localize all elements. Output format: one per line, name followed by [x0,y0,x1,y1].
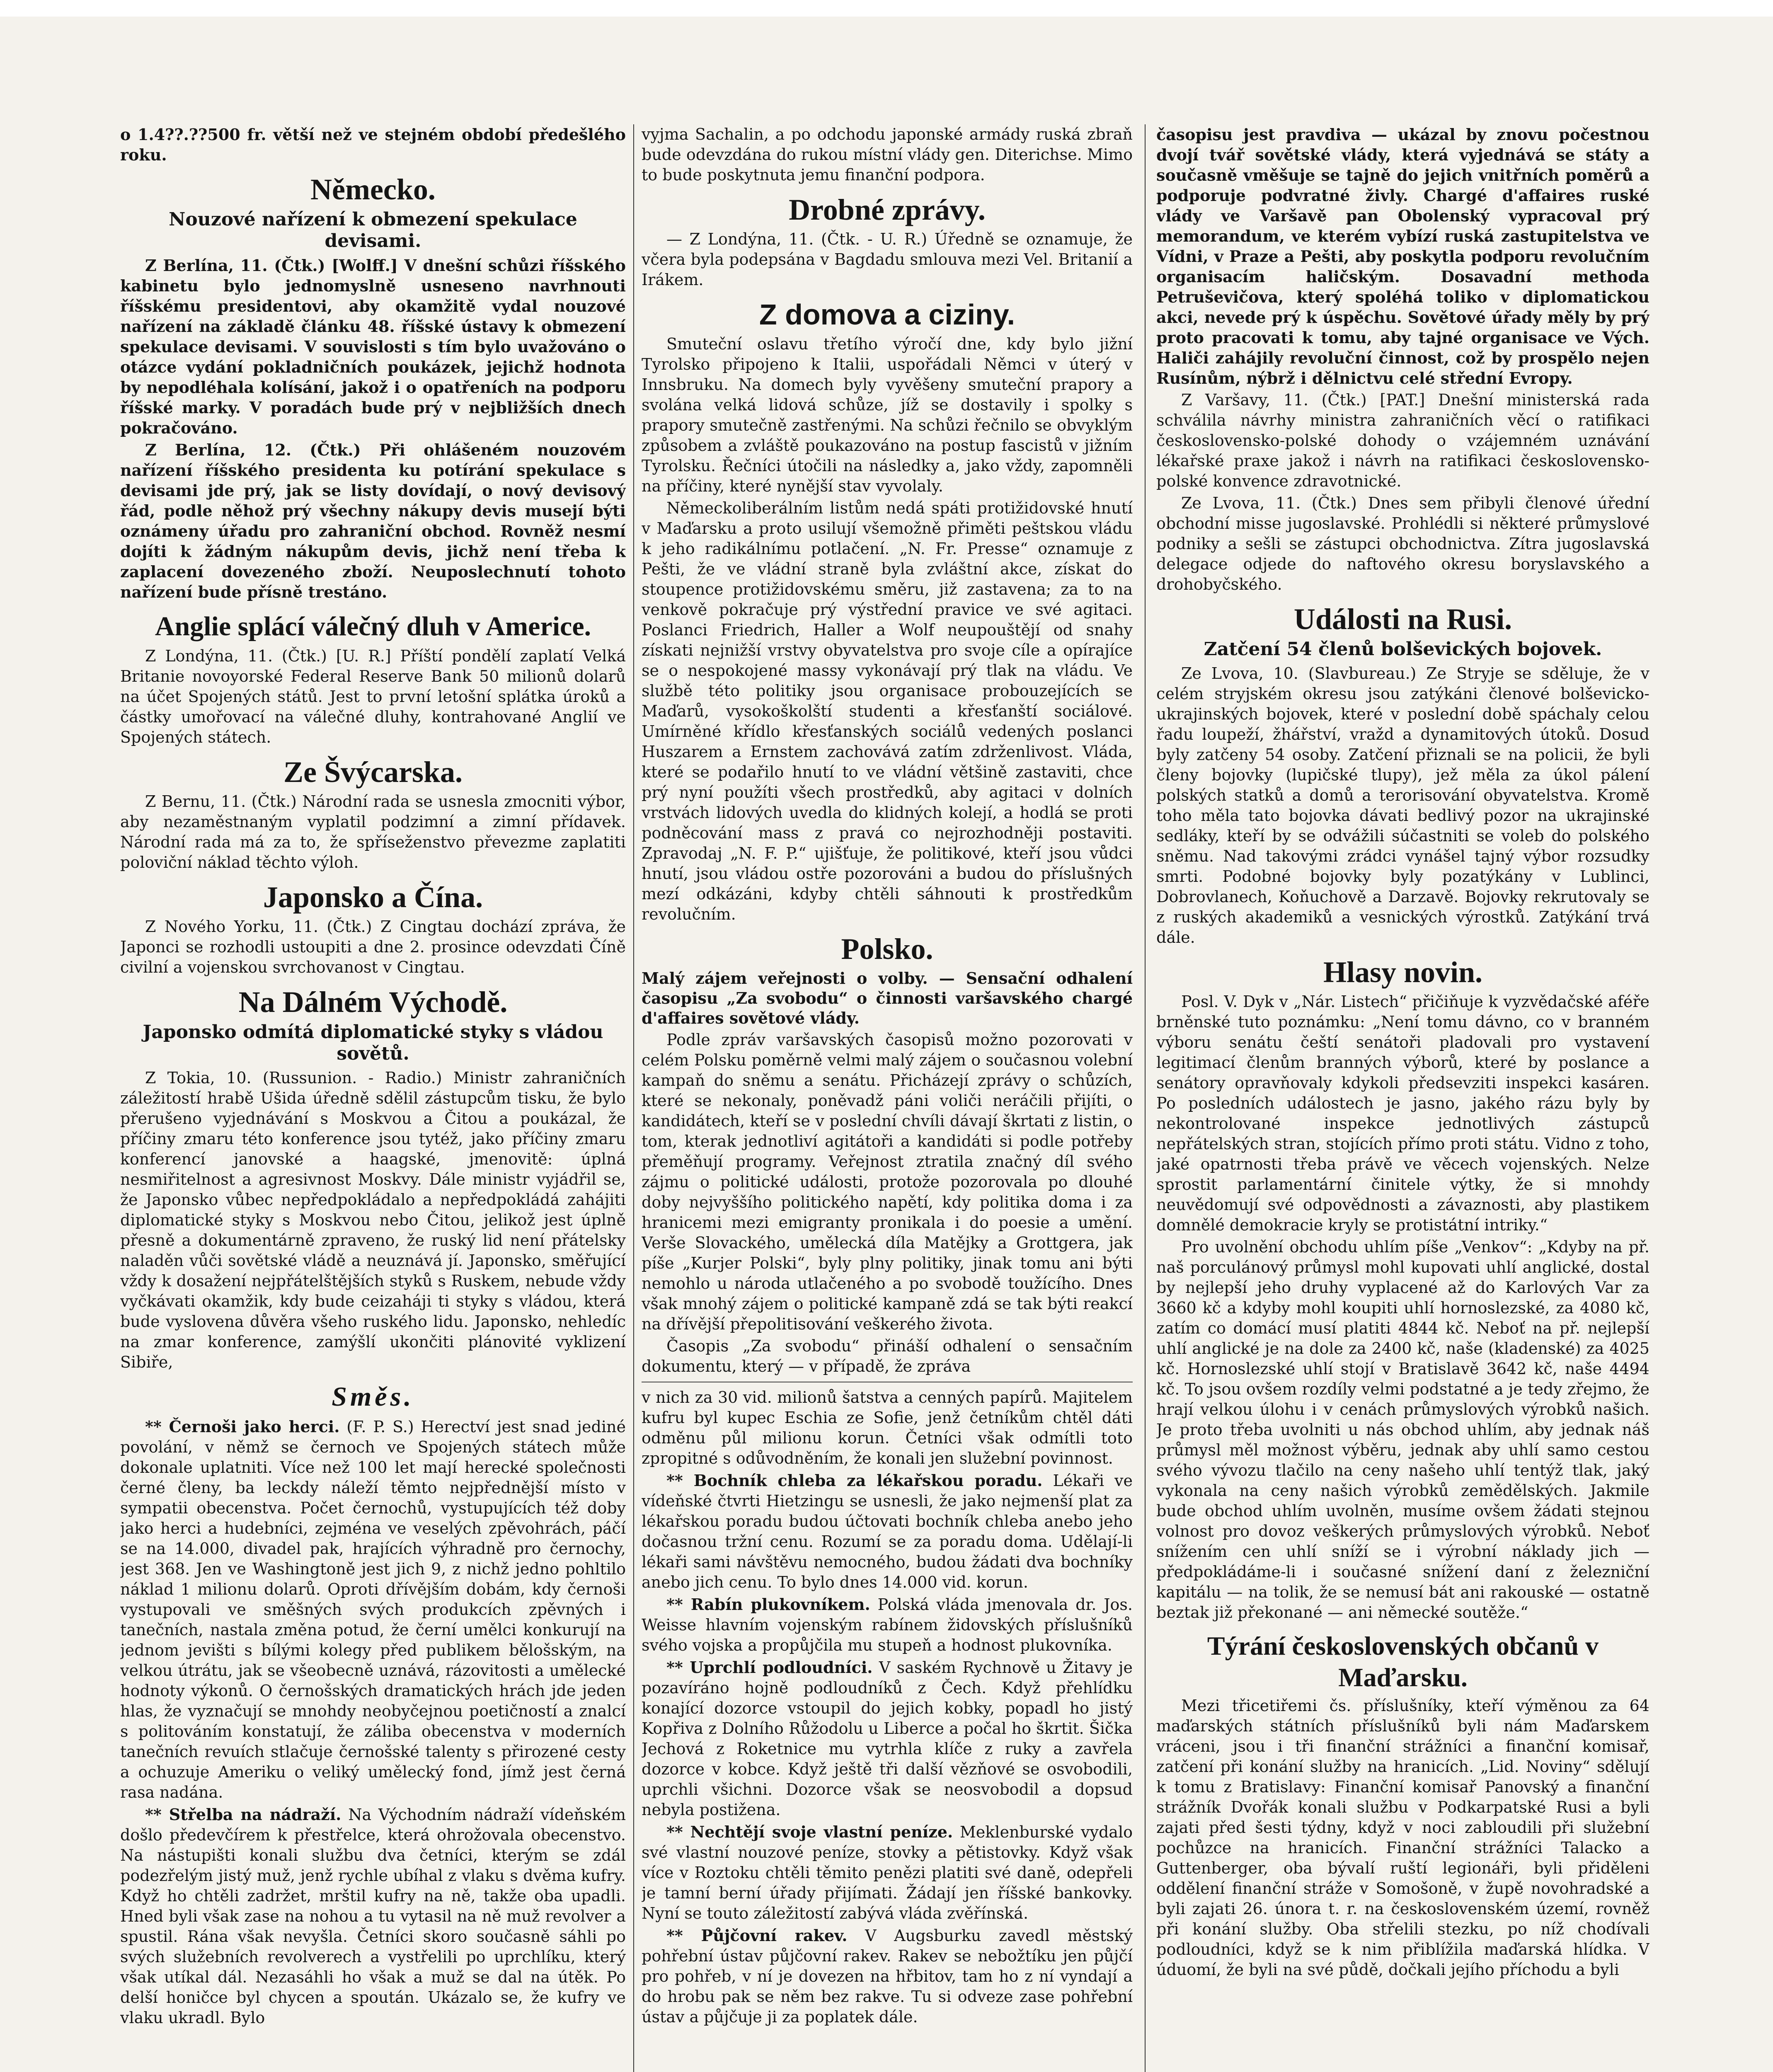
heading-dalny-vychod: Na Dálném Východě. [238,985,508,1019]
article-continuation: v nich za 30 vid. milionů šatstva a cenných papírů. Majitelem kufru byl kupec Eschia ze Sofie, jenž četníkům chtěl dáti odměnu půl milionu korun. Četníci však odmítli toto zpropitné s odůvodněním, že konali jen služební povinnost. [642,1388,1133,1467]
heading-nemecko: Německo. [310,173,436,206]
column-3 [1156,124,1649,2072]
article-continuation: vyjma Sachalin, a po odchodu japonské armády ruská zbraň bude odevzdána do rukou místní vlády gen. Diterichse. Mimo to bude poskytnuta jemu finanční podpora. [642,125,1133,184]
heading-svycarska: Ze Švýcarska. [283,755,463,789]
smes-item-title: ** Rabín plukovníkem. [666,1595,870,1614]
article-paragraph: Mezi třicetiřemi čs. příslušníky, kteří výměnou za 64 maďarských státních příslušníků byli nám Maďarskem vráceni, jsou i tři finanční strážníci a finanční komisař, zatčení při konání služby na hranicích. „Lid. Noviny“ sdělují k tomu z Bratislavy: Finanční komisař Panovský a finanční strážník Dvořák konali službu v Podkarpatské Rusi a byli zajati před šesti týdny, když v noci zabloudili při služební pochůzce na hranicích. Finanční strážníci Talacko a Guttenberger, oba bývalí ruští legionáři, byli přiděleni oddělení finanční stráže v Somošoně, v župě novohradské a byli zajati 26. února t. r. na československém území, rovněž při konání služby. Oba střelili stezku, po níž chodívali podloudníci, když se k nim přiblížila maďarská hlídka. V úduomí, že byli na své půdě, dočkali jejího příchodu a byli [1156,1697,1649,1979]
subheading-dalny-vychod: Japonsko odmítá diplomatické styky s vládou sovětů. [143,1021,603,1064]
heading-japonsko-cina: Japonsko a Čína. [263,881,483,914]
article-paragraph: Časopis „Za svobodu“ přináší odhalení o sensačním dokumentu, který — v případě, že zpráva [642,1337,1133,1375]
heading-smes: Směs. [332,1382,414,1412]
smes-item-title: ** Nechtějí svoje vlastní peníze. [666,1823,953,1841]
article-continuation: o 1.4??.??500 fr. větší než ve stejném období předešlého roku. [120,125,626,164]
smes-item [642,1594,1133,1656]
article-paragraph: Z Berlína, 12. (Čtk.) Při ohlášeném nouzovém nařízení říšského presidenta ku potírání spekulace s devisami jde prý, jak se listy dovídají, o nový devisový řád, podle něhož prý všechny nákupy devis musejí býti oznámeny úřadu pro zahraniční obchod. Rovněž nesmí dojíti k žádným nákupům devis, jichž není třeba k zaplacení dovezeného zboží. Neuposlechnutí tohoto nařízení bude přísně trestáno. [120,441,626,601]
article-paragraph: Ze Lvova, 10. (Slavbureau.) Ze Stryje se sděluje, že v celém stryjském okresu jsou zatýkáni členové bolševicko-ukrajinských bojovek, které v poslední době spáchaly celou řadu loupeží, žhářství, vražd a dynamitových útoků. Dosud byly zatčeny 54 osoby. Zatčení přiznali se na policii, že byli členy bojovky (lupičské tlupy), jež měla za úkol pálení polských statků a domů a terorisování obyvatelstva. Kromě toho měla tato bojovka dávati bedlivý pozor na ukrajinské sedláky, kteří by se odvážili súčastniti se voleb do polského sněmu. Nad takovými zrádci vynášel tajný výbor rozsudky smrti. Podobné bojovky byly pozatýkány v Lublinci, Dobrovlanech, Koňuchově a Darzavě. Bojovky rekrutovaly se z ruských akademiků a vesnických výrostků. Zatýkání trvá dále. [1156,664,1649,946]
smes-item [642,1822,1133,1924]
article-paragraph: Z Bernu, 11. (Čtk.) Národní rada se usnesla zmocniti výbor, aby nezaměstnaným vyplatil podzimní a zimní přídavek. Národní rada má za to, že spříseženstvo převezme zaplatiti poloviční náklad těchto výloh. [120,792,626,871]
smes-item-text: V Augsburku zavedl městský pohřební ústav půjčovní rakev. Rakev se nebožtíku jen půjčí pro pohřeb, v ní je dovezen na hřbitov, tam ho z ní vyndají a do hrobu pak se něm bez rakve. Tu si odveze zase pohřební ústav a půjčuje ji za poplatek dále. [642,1927,1133,2026]
heading-drobne-zpravy: Drobné zprávy. [789,193,986,226]
smes-item-text: (F. P. S.) Herectví jest snad jediné povolání, v němž se černoch ve Spojených státech může dokonale uplatniti. Více než 100 let mají herecké společnosti černé členy, ba leckdy náleží těmto nejpřednější místo v sympatii obecenstva. Počet černochů, vystupujících též doby jako herci a hudebníci, zejména ve veselých zpěvohrách, páčí se na 14.000, divadel pak, hrajících výhradně pro černochy, jest 368. Jen ve Washingtoně jest jich 9, z nichž jedno pohltilo náklad 1 milionu dolarů. Oproti dřívějším dobám, kdy černoši vystupovali ve směšných svých produkcích zpěvných i tanečních, nastala změna potud, že černí umělci konkurují na jednom jevišti s bílými kolegy před publikem bělošským, na velkou útrátu, jak se všeobecně uznává, rázovitosti a umělecké hodnoty výkonů. O černošských dramatických hrách jde jeden hlas, že vyznačují se mnohdy neobyčejnou poetičností a znalcí s politováním konstatují, že záliba obecenstva v moderních tanečních revuích stlačuje černošské talenty s přirozené cesty a ochuzuje Ameriku o veliký umělecký fond, jímž jest černá rasa nadána. [120,1418,626,1801]
smes-item-text: Meklenburské vydalo své vlastní nouzové peníze, stovky a pětistovky. Když však více v Roztoku chtěli těmito penězi platiti své daně, odepřeli je tamní berní úřady přijímati. Žádají jen říšské bankovky. Nyní se touto záležitostí zabývá vláda zvěřínská. [642,1823,1133,1922]
smes-item-title: ** Černoši jako herci. [145,1417,340,1436]
smes-item-text: Polská vláda jmenovala dr. Jos. Weisse hlavním vojenským rabínem židovských příslušníků svého vojska a propůjčila mu stupeň a hodnost plukovníka. [642,1595,1133,1654]
article-paragraph: Ze Lvova, 11. (Čtk.) Dnes sem přibyli členové úřední obchodní misse jugoslavské. Prohlédli si některé průmyslové podniky a sešli se zástupci obchodnictva. Zítra jugoslavská delegace odjede do naftového okresu boryslavského a drohobyčského. [1156,494,1649,593]
article-paragraph: Z Tokia, 10. (Russunion. - Radio.) Ministr zahraničních záležitostí hrabě Ušida úředně sdělil zástupcům tisku, že bylo přerušeno vyjednávání s Moskvou a Čitou a poukázal, že příčiny zmaru této konference jsou tytéž, jako příčiny zmaru konferencí janovské a haagské, jmenovitě: úplná nesmiřitelnost a agresivnost Moskvy. Dále ministr vyjádřil se, že Japonsko vůbec nepředpokládalo a nepředpokládá zahájiti diplomatické styky s Moskvou nebo Čitou, jelikož jest úplně přesně a dokumentárně zpraveno, že ruský lid není přátelsky naladěn vůči sovětské vládě a neuznává jí. Japonsko, směřující vždy k dosažení nejpřátelštějších styků s Ruskem, nebude vždy vyčkávati okamžik, kdy bude ceizaháji ti styky s vládou, která bude vyslovena důvěra všeho ruského lidu. Japonsko, nehledíc na zmar konference, zamýšlí ukončiti plánovité vyklizení Sibiře, [120,1069,626,1371]
article-paragraph: Podle zpráv varšavských časopisů možno pozorovati v celém Polsku poměrně velmi malý zájem o současnou volební kampaň do sněmu a senátu. Přicházejí zprávy o schůzích, které se nekonaly, poněvadž páni voliči neráčili přijíti, o kandidátech, kteří se v poslední chvíli dávají škrtati z listin, o tom, kterak jednotliví agitátoři a kandidáti si podle potřeby přeměňují programy. Veřejnost ztratila značný díl svého zájmu o politické události, protože pozorovala po dlouhé doby nejvyššího politického napětí, kdy politika doma i za hranicemi mezi emigranty pronikala i do poesie a umění. Verše Slovackého, umělecká díla Matějky a Grottgera, jak píše „Kurjer Polski“, byly plny politiky, jinak tomu ani býti nemohlo u národa utlačeného a po svobodě toužícího. Dnes však mnohý zájem o politické kampaně zdá se tak býti reakcí na dřívější přepolitisování veškerého života. [642,1031,1133,1333]
subheading-udalosti-na-rusi: Zatčení 54 členů bolševických bojovek. [1204,639,1602,660]
heading-polsko: Polsko. [841,932,933,966]
article-paragraph: Z Londýna, 11. (Čtk.) [U. R.] Příští pondělí zaplatí Velká Britanie novoyorské Federal Reserve Bank 50 milionů dolarů na účet Spojených států. Jest to první letošní splátka úroků a částky umořovací na válečné dluhy, kontrahované Anglií ve Spojených státech. [120,647,626,746]
heading-z-domova: Z domova a ciziny. [759,298,1015,331]
smes-item-text: Lékaři ve vídeňské čtvrti Hietzingu se usnesli, že jako nejmenší plat za lékařskou poradu budou účtovati bochník chleba anebo jeho dočasnou tržní cenu. Rozumí se za poradu doma. Udělají-li lékaři sami návštěvu nemocného, budou žádati dva bochníky anebo jich cenu. To bylo dnes 14.000 vid. korun. [642,1472,1133,1591]
heading-tyrani: Týrání československých občanů v Maďarsku. [1207,1631,1599,1692]
article-paragraph: Z Varšavy, 11. (Čtk.) [PAT.] Dnešní ministerská rada schválila návrhy ministra zahraničních věcí o ratifikaci československo-polské dohody o vzájemném uznávání lékařské praxe jakož i návrh na ratifikaci československo-polské konvence zdravotnické. [1156,391,1649,490]
article-paragraph: — Z Londýna, 11. (Čtk. - U. R.) Úředně se oznamuje, že včera byla podepsána v Bagdadu smlouva mezi Vel. Britanií a Irákem. [642,230,1133,289]
smes-item-title: ** Bochník chleba za lékařskou poradu. [666,1471,1043,1490]
smes-item [120,1804,626,2028]
column-rule-1 [633,124,634,2072]
smes-item [642,1657,1133,1820]
smes-item [642,1925,1133,2027]
heading-hlasy-novin: Hlasy novin. [1323,956,1483,989]
article-paragraph: Z Nového Yorku, 11. (Čtk.) Z Cingtau dochází zpráva, že Japonci se rozhodli ustoupiti a dne 2. prosince odevzdati Číně civilní a vojenskou svrchovanost v Cingtau. [120,917,626,976]
article-paragraph: Německoliberálním listům nedá spáti protižidovské hnutí v Maďarsku a proto usilují všemožně přiměti peštskou vládu k jeho radikálnímu potlačení. „N. Fr. Presse“ oznamuje z Pešti, že ve vládní straně byla zvláštní akce, získat do stoupence protižidovskému směru, již zastavena; za to na venkově pokračuje prý výstřední pravice ve své agitaci. Poslanci Friedrich, Haller a Wolf neupouštějí od snahy získati nejnižší vrstvy obyvatelstva pro svoje cíle a opírajíce se o nespokojené massy vykonávají prý tlak na vládu. Ve službě této politiky jsou organisace probouzejících se Maďarů, vysokoškolští studenti a křesťanští sociálové. Umírněné křídlo křesťanských sociálů vedených poslanci Huszarem a Ernstem zachovává zatím zdrženlivost. Vláda, které se podařilo hnutí to ve vládní většině zastaviti, chce prý nyní použíti všech prostředků, aby agitaci v dolních vrstvách lidových uvedla do klidných kolejí, a hodlá se proti podněcování mass z pravá co nejrozhodněji postaviti. Zpravodaj „N. F. P.“ ujišťuje, že politikové, kteří jsou vůdci hnutí, jsou vládou ostře pozorováni a budou do příslušných mezí odkázáni, kdyby chtěli sáhnouti k prostředkům revolučním. [642,499,1133,923]
column-1 [120,124,626,2072]
article-paragraph: Smuteční oslavu třetího výročí dne, kdy bylo jižní Tyrolsko připojeno k Italii, uspořádali Němci v úterý v Innsbruku. Na domech byly vyvěšeny smuteční prapory a svolána velká lidová schůze, jíž se dostavily i spolky s prapory smutečně zastřenými. Na schůzi řečnilo se obvyklým způsobem a zvláště poukazováno na postup fascistů v jižním Tyrolsku. Řečníci útočili na následky a, jako vždy, zapomněli na příčiny, které nynější stav vyvolaly. [642,335,1133,495]
article-paragraph: Pro uvolnění obchodu uhlím píše „Venkov“: „Kdyby na př. naš porculánový průmysl mohl kupovati uhlí anglické, dostal by nejlepší jeho druhy vyplacené až do Karlových Var za 3660 kč a kdyby mohl koupiti uhlí hornoslezské, za 4080 kč, zatím co domácí musí platiti 4844 kč. Neboť na př. nejlepší uhlí anglické je na dole za 2400 kč, naše (kladenské) za 4025 kč. Hornoslezské uhlí stojí v Bratislavě 3642 kč, naše 4494 kč. To jsou ovšem rozdíly velmi podstatné a je tedy zřejmo, že hrají velkou úlohu i v cenách průmyslových výrobků našich. Je proto třeba uvolniti u nás obchod uhlím, aby jednak náš průmysl měl možnost výběru, jednak aby uhlí samo cestou svého vývozu tlačilo na ceny našeho uhlí tentýž tlak, jaký vykonala na ceny našich výrobků zemědělských. Jakmile bude obchod uhlím uvolněn, musíme ovšem žádati stejnou volnost pro dovoz veškerých průmyslových výrobků. Neboť snížením cen uhlí sníží se i výrobní náklady jich — předpokládáme-li i současné snížení daní z železniční kapitálu — na tolik, že se nemusí bát ani rakouské — ostatně beztak již překonané — ani německé soutěže.“ [1156,1238,1649,1622]
article-paragraph: Z Berlína, 11. (Čtk.) [Wolff.] V dnešní schůzi říšského kabinetu bylo jednomyslně usneseno navrhnouti říšskému presidentovi, aby okamžitě vydal nouzové nařízení na základě článku 48. říšské ústavy k obmezení spekulace devisami. V souvislosti s tím bylo uvažováno o otázce vydání pokladničních poukázek, jejichž hodnota by nepodléhala kolísání, jakož i o opatřeních na podporu říšské marky. V poradách bude prý v nejbližších dnech pokračováno. [120,256,626,437]
heading-anglie: Anglie splácí válečný dluh v Americe. [155,611,591,641]
subheading-nemecko: Nouzové nařízení k obmezení spekulace devisami. [169,209,577,252]
column-rule-2 [1145,124,1146,2072]
subheading-polsko: Malý zájem veřejnosti o volby. — Sensační odhalení časopisu „Za svobodu“ o činnosti varšavského chargé d'affaires sovětové vlády. [642,969,1133,1027]
heading-udalosti-na-rusi: Události na Rusi. [1293,603,1512,636]
page-top-edge [0,0,1773,17]
article-continuation: časopisu jest pravdiva — ukázal by znovu počestnou dvojí tvář sovětské vlády, která vyjednává se státy a současně vměšuje se tajně do jejich vnitřních poměrů a podporuje podvratné živly. Chargé d'affaires ruské vlády ve Varšavě pan Obolenský vypracoval prý memorandum, ve kterém vybízí ruská zastupitelstva ve Vídni, v Praze a Pešti, aby poskytla podporu revolučním organisacím haličským. Dosavadní methoda Petruševičova, který spoléhá toliko v diplomatickou akci, nevede prý k úspěchu. Sovětové úřady měly by prý proto pracovati k tomu, aby tajné organisace ve Vých. Haliči zahájily revoluční činnost, což by prospělo nejen Rusínům, nýbrž i dělnictvu celé střední Evropy. [1156,125,1649,387]
smes-item-title: ** Půjčovní rakev. [666,1926,848,1945]
smes-item-text: V saském Rychnově u Žitavy je pozavíráno hojně podloudníků z Čech. Když přehlídku konající dozorce vstoupil do jejich kobky, popadl ho jistý Kopřiva z Dolního Růžodolu u Liberce a počal ho škrtit. Šička Jechová z Roketnice mu vytrhla klíče z ruky a zavřela dozorce v kobce. Když ještě tři další vězňové se osvobodili, uprchli všichni. Dozorce však se neosvobodil a dopsud nebyla postižena. [642,1658,1133,1819]
smes-item [120,1416,626,1803]
smes-item-title: ** Střelba na nádraží. [145,1805,342,1824]
article-paragraph: Posl. V. Dyk v „Nár. Listech“ přičiňuje k vyzvědačské aféře brněnské tuto poznámku: „Není tomu dávno, co v branném výboru senátu čeští senátoři pladovali pro vystavení legitimací členům branných výborů, které by poslance a senátory opravňovaly kdykoli předsevziti inspekci kasáren. Po posledních událostech je jasno, jakého rázu byly by nekontrolované inspekce jednotlivých zástupců nepřátelských stran, stojících přímo proti státu. Vidno z toho, jaké opatrnosti třeba právě ve věcech vojenských. Nelze sprostit parlamentární činitele výtky, že si mnohdy neuvědomují své odpovědnosti a závaznosti, aby plastikem domnělé demokracie kryly se protistátní intriky.“ [1156,992,1649,1234]
smes-item-text: Na Východním nádraží vídeňském došlo předevčírem k přestřelce, která ohrožovala obecenstvo. Na nástupišti konali službu dva četníci, kterým se zdál podezřelým jistý muž, jenž rychle ubíhal z vlaku s dvěma kufry. Když ho chtěli zadržet, mrštil kufry na ně, takže oba upadli. Hned byli však zase na nohou a tu vytasil na ně muž revolver a spustil. Rána však nevyšla. Četníci skoro současně sáhli po svých služebních revolverech a vystřelili po uprchlíku, který však utíkal dál. Nezasáhli ho však a muž se dal na útěk. Po delší honičce byl chycen a spoután. Ukázalo se, že kufry ve vlaku ukradl. Bylo [120,1806,626,2027]
smes-item-title: ** Uprchlí podloudníci. [666,1658,873,1677]
column-2 [642,124,1133,2072]
smes-item [642,1470,1133,1593]
